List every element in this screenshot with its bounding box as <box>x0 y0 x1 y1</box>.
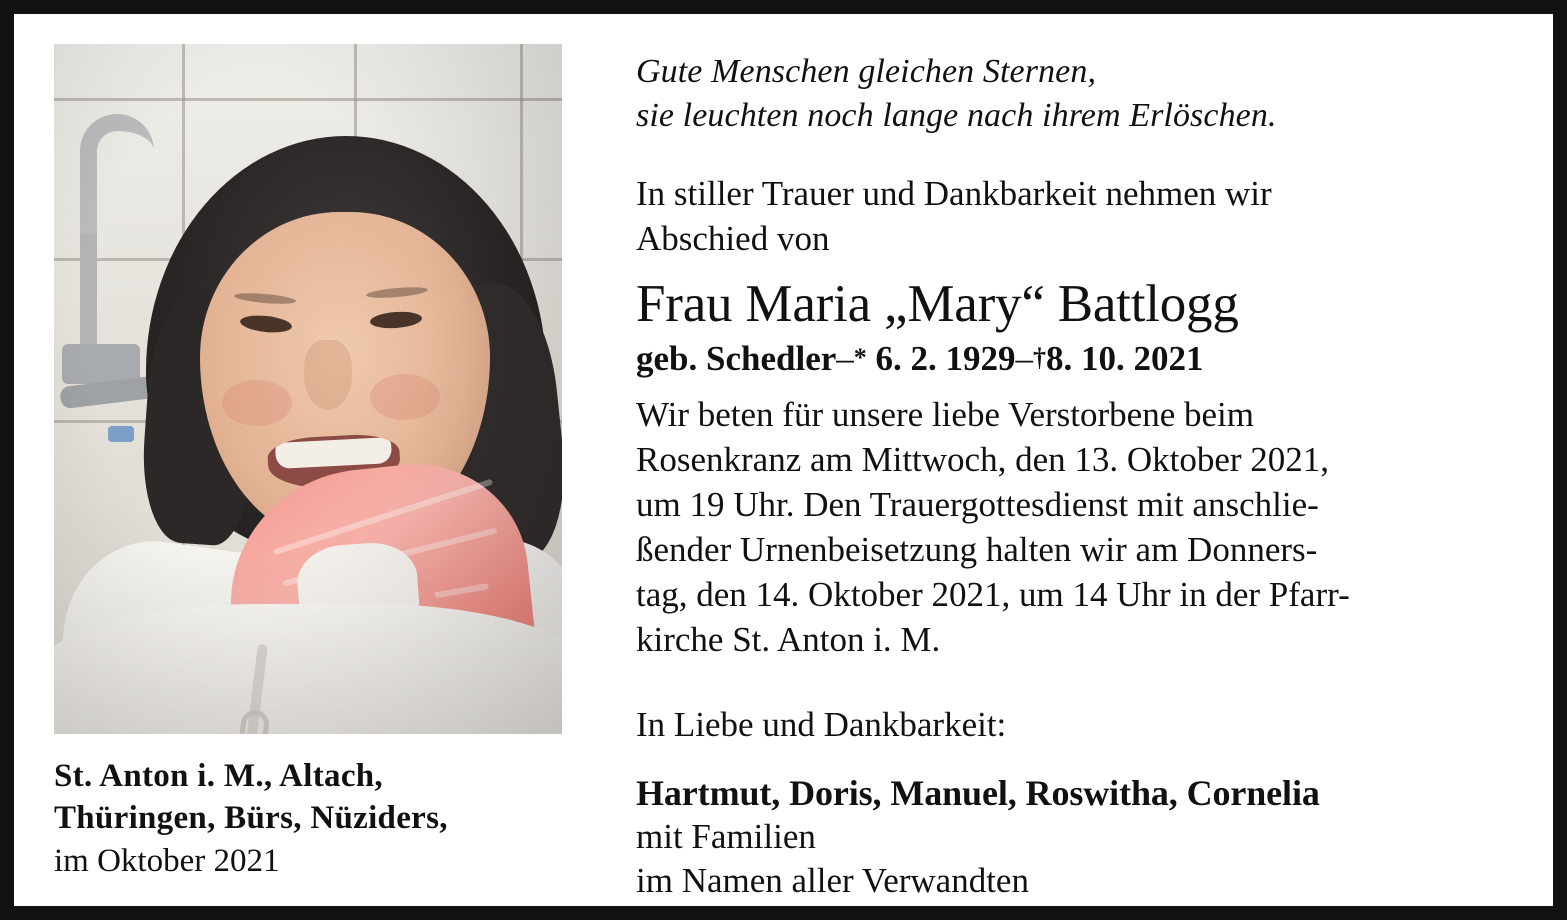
service-line-3: um 19 Uhr. Den Trauergottesdienst mit anschlie- <box>636 485 1319 525</box>
service-line-1: Wir beten für unsere liebe Verstorbene beim <box>636 395 1254 435</box>
family-names: Hartmut, Doris, Manuel, Roswitha, Cornelia <box>636 773 1320 814</box>
dates-separator-2: – <box>1015 339 1034 379</box>
verse-line-2: sie leuchten noch lange nach ihrem Erlöschen. <box>636 97 1277 135</box>
closing-line: In Liebe und Dankbarkeit: <box>636 705 1007 745</box>
death-date: 8. 10. 2021 <box>1046 339 1204 379</box>
faucet-icon <box>80 114 154 244</box>
intro-line-2: Abschied von <box>636 219 830 259</box>
places-line-2: Thüringen, Bürs, Nüziders, <box>54 799 448 836</box>
cheek-left <box>222 380 292 426</box>
cheek-right <box>370 374 440 420</box>
verse-block <box>636 50 1519 138</box>
dates-line <box>636 339 1519 379</box>
obituary-content <box>14 14 1553 906</box>
service-line-2: Rosenkranz am Mittwoch, den 13. Oktober 2021, <box>636 440 1330 480</box>
birth-symbol: * <box>853 343 867 373</box>
places-date: im Oktober 2021 <box>54 842 280 879</box>
service-line-6: kirche St. Anton i. M. <box>636 620 941 660</box>
dates-separator-1: – <box>836 339 854 379</box>
family-sub-1: mit Familien <box>636 816 816 856</box>
portrait-photo <box>54 44 562 734</box>
verse-line-1: Gute Menschen gleichen Sternen, <box>636 53 1097 90</box>
places-line-1: St. Anton i. M., Altach, <box>54 758 383 794</box>
maiden-name: geb. Schedler <box>636 339 837 379</box>
deceased-name: Frau Maria „Mary“ Battlogg <box>636 274 1239 333</box>
left-column <box>54 44 594 884</box>
intro-line-1: In stiller Trauer und Dankbarkeit nehmen wir <box>636 174 1272 214</box>
service-line-5: tag, den 14. Oktober 2021, um 14 Uhr in der Pfarr- <box>636 575 1350 615</box>
places-block <box>54 756 594 883</box>
service-line-4: ßender Urnenbeisetzung halten wir am Donners- <box>636 530 1318 570</box>
family-sub-2: im Namen aller Verwandten <box>636 860 1029 900</box>
death-symbol: † <box>1033 343 1047 373</box>
right-column <box>594 44 1519 900</box>
nose <box>304 340 352 410</box>
faucet-marker <box>108 426 134 442</box>
jacket <box>54 604 562 734</box>
service-details <box>636 393 1519 663</box>
intro-block <box>636 172 1519 262</box>
faucet-stem <box>80 234 97 354</box>
birth-date: 6. 2. 1929 <box>875 339 1016 379</box>
teeth <box>275 437 392 469</box>
tile-grout-line <box>54 98 562 101</box>
